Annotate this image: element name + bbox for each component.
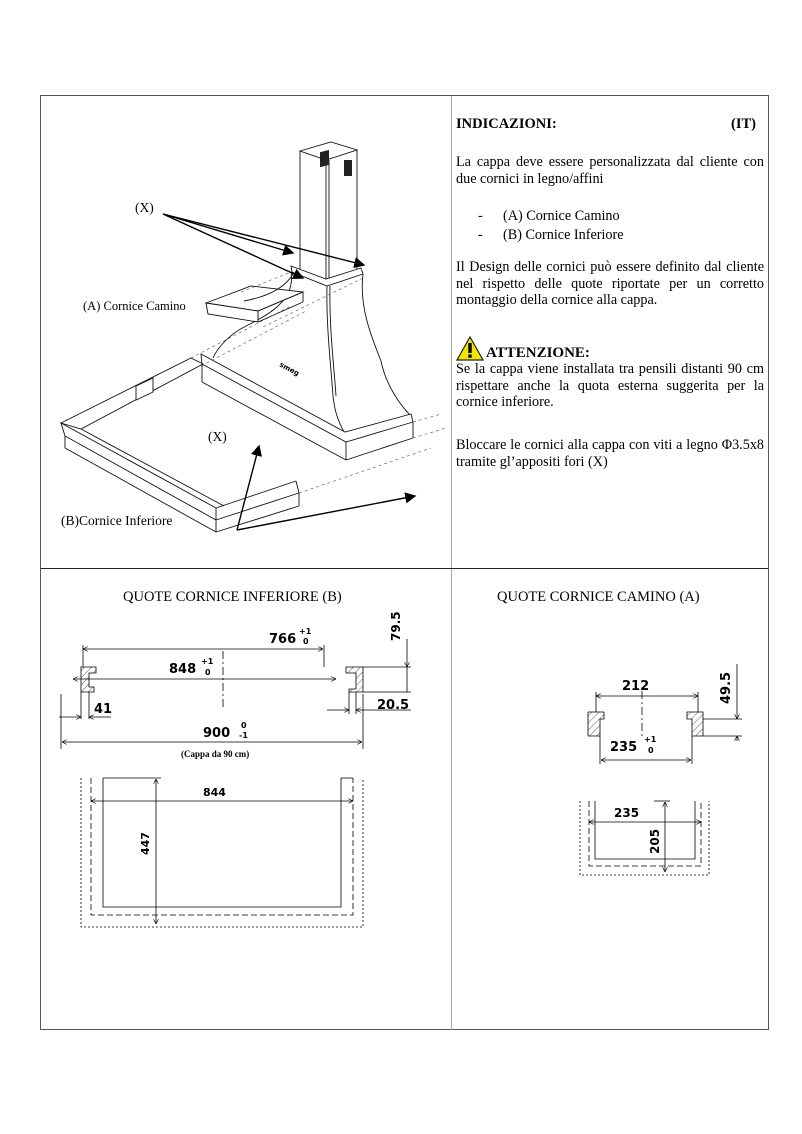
dim-447: 447 xyxy=(139,832,152,855)
frame-list xyxy=(478,208,624,246)
list-item: - (B) Cornice Inferiore xyxy=(478,227,624,243)
section-title-a: QUOTE CORNICE CAMINO (A) xyxy=(497,589,700,605)
label-x-top: (X) xyxy=(135,200,154,215)
warning-triangle-icon xyxy=(456,336,484,361)
dim-848: 848 xyxy=(169,662,197,677)
dim-41: 41 xyxy=(94,702,113,717)
dim-844: 844 xyxy=(203,786,226,799)
label-x-bottom: (X) xyxy=(208,429,227,444)
label-cornice-camino: (A) Cornice Camino xyxy=(83,299,186,313)
dim-205: 205 xyxy=(648,828,662,854)
instruction-sheet xyxy=(40,95,769,1030)
section-title-b: QUOTE CORNICE INFERIORE (B) xyxy=(123,589,342,605)
dim-79-5: 79.5 xyxy=(389,611,403,641)
design-note-paragraph: Il Design delle cornici può essere definito dal cliente nel rispetto delle quote riportate per un corretto montaggio della cornice alla cappa. xyxy=(456,259,764,308)
warning-text: Se la cappa viene installata tra pensili distanti 90 cm rispettare anche la quota esterna suggerita per la cornice inferiore. xyxy=(456,361,764,410)
label-cornice-inferiore: (B)Cornice Inferiore xyxy=(61,513,173,528)
dimensions-cornice-inferiore: QUOTE CORNICE INFERIORE (B) 766 +1 0 848 +1 0 41 900 0 -1 79.5 20.5 (Cappa da 90 cm) 844 447 xyxy=(41,569,451,1029)
dim-212: 212 xyxy=(622,679,650,694)
dimensions-cornice-camino: QUOTE CORNICE CAMINO (A) 212 235 +1 0 49.5 235 205 xyxy=(452,569,768,1029)
column-divider-top xyxy=(451,96,452,569)
brand-mark: smeg xyxy=(278,360,301,378)
intro-paragraph: La cappa deve essere personalizzata dal cliente con due cornici in legno/affini xyxy=(456,154,764,187)
dim-900: 900 xyxy=(203,726,231,741)
warning-title: ATTENZIONE: xyxy=(486,344,590,361)
dim-235: 235 xyxy=(610,740,638,755)
cross-section-a-drawing xyxy=(452,569,768,1029)
instructions-header xyxy=(456,116,756,133)
language-tag: (IT) xyxy=(731,116,756,132)
dim-49-5: 49.5 xyxy=(719,671,734,704)
dim-766: 766 xyxy=(269,632,297,647)
warning-header xyxy=(456,336,590,361)
isometric-hood-drawing xyxy=(41,96,451,568)
list-item: - (A) Cornice Camino xyxy=(478,208,620,224)
dim-20-5: 20.5 xyxy=(377,698,410,713)
instructions-title: INDICAZIONI: xyxy=(456,116,557,132)
dim-235-plan: 235 xyxy=(614,806,640,820)
hood-isometric-illustration xyxy=(41,96,451,568)
fixing-note: Bloccare le cornici alla cappa con viti a legno Φ3.5x8 tramite gl’appositi fori (X) xyxy=(456,437,764,470)
instructions-panel xyxy=(456,96,766,568)
hood-size-note: (Cappa da 90 cm) xyxy=(181,749,250,759)
